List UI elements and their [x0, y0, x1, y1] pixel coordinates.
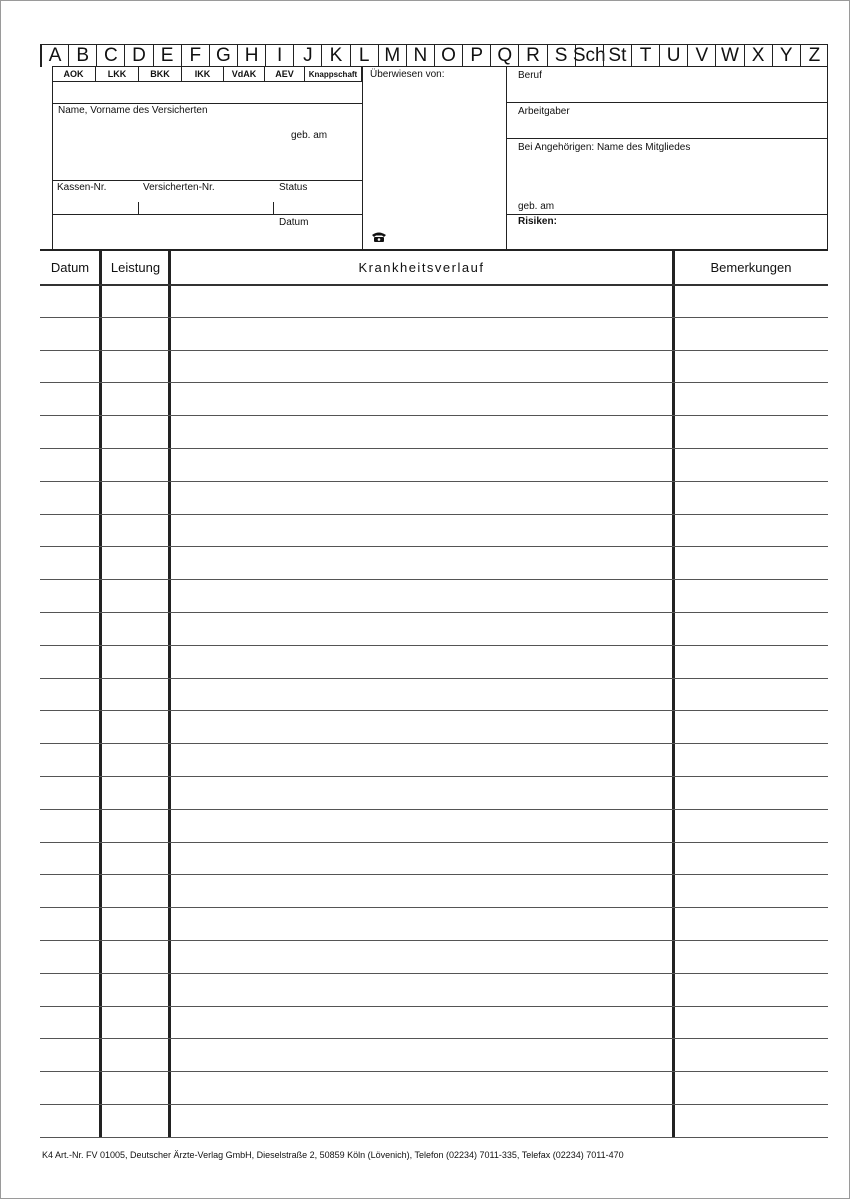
tab-o[interactable] — [434, 45, 462, 67]
tab-label: W — [720, 45, 739, 66]
table-row-line — [40, 284, 828, 286]
col-header-leistung: Leistung — [110, 260, 161, 275]
insurer-knappschaft[interactable]: Knappschaft — [305, 67, 362, 81]
name-label: Name, Vorname des Versicherten — [58, 105, 208, 116]
table-row-line — [40, 907, 828, 908]
table-row-line — [40, 415, 828, 416]
tab-n[interactable] — [406, 45, 434, 67]
tab-label: H — [244, 45, 259, 66]
insurer-row-bottom — [52, 81, 362, 82]
table-row-line — [40, 382, 828, 383]
tab-c[interactable] — [96, 45, 124, 67]
tab-label: X — [751, 45, 765, 66]
referral-label: Überwiesen von: — [370, 69, 445, 80]
col-divider-verlauf — [672, 251, 675, 1138]
tab-b[interactable] — [68, 45, 96, 67]
tab-label: N — [413, 45, 428, 66]
col-header-krankheitsverlauf: Krankheitsverlauf — [358, 260, 485, 275]
tab-x[interactable] — [744, 45, 772, 67]
tab-m[interactable] — [378, 45, 406, 67]
tab-label: J — [303, 45, 313, 66]
header-right-line — [827, 44, 828, 249]
col-header-bemerkungen: Bemerkungen — [710, 260, 792, 275]
tab-label: Sch — [572, 45, 606, 66]
status-label: Status — [279, 182, 308, 193]
employer-bottom-line — [506, 138, 827, 139]
risks-top-line — [506, 214, 827, 215]
tab-a[interactable] — [40, 45, 68, 67]
table-row-line — [40, 514, 828, 515]
table-row-line — [40, 743, 828, 744]
table-row-line — [40, 940, 828, 941]
table-row-line — [40, 710, 828, 711]
table-row-line — [40, 1137, 828, 1138]
footer-imprint: K4 Art.-Nr. FV 01005, Deutscher Ärzte-Verlag GmbH, Dieselstraße 2, 50859 Köln (Lövenich), Telefon (02234) 7011-335, Telefax (02234) 7011-470 — [42, 1150, 624, 1160]
tab-j[interactable] — [293, 45, 321, 67]
tab-st[interactable] — [603, 45, 631, 67]
occupation-label: Beruf — [518, 70, 542, 81]
tab-q[interactable] — [490, 45, 518, 67]
header-bottom-rule — [40, 249, 828, 251]
tab-label: M — [384, 45, 401, 66]
tab-p[interactable] — [462, 45, 490, 67]
tab-label: V — [695, 45, 709, 66]
tab-w[interactable] — [715, 45, 743, 67]
tab-label: L — [358, 45, 370, 66]
col-header-datum: Datum — [50, 260, 90, 275]
telephone-icon — [371, 230, 387, 248]
table-row-line — [40, 1006, 828, 1007]
insurer-aev[interactable]: AEV — [265, 67, 305, 81]
table-row-line — [40, 579, 828, 580]
tab-t[interactable] — [631, 45, 659, 67]
table-row-line — [40, 546, 828, 547]
tab-e[interactable] — [153, 45, 181, 67]
tab-y[interactable] — [772, 45, 800, 67]
tab-label: G — [216, 45, 231, 66]
insurer-ikk[interactable]: IKK — [182, 67, 224, 81]
insurer-vdak[interactable]: VdAK — [224, 67, 265, 81]
tab-g[interactable] — [209, 45, 237, 67]
birth-label: geb. am — [291, 130, 328, 141]
relatives-label: Bei Angehörigen: Name des Mitgliedes — [518, 142, 691, 153]
tab-label: I — [277, 45, 283, 66]
tab-r[interactable] — [518, 45, 546, 67]
table-row-line — [40, 317, 828, 318]
relatives-birth-label: geb. am — [518, 201, 555, 212]
referral-right-line — [506, 66, 507, 249]
tab-k[interactable] — [321, 45, 349, 67]
table-row-line — [40, 842, 828, 843]
table-row-line — [40, 612, 828, 613]
tab-label: B — [76, 45, 90, 66]
fund-no-label: Kassen-Nr. — [57, 182, 107, 193]
table-row-line — [40, 1104, 828, 1105]
col-divider-leistung — [168, 251, 171, 1138]
tab-sch[interactable] — [572, 45, 606, 67]
tab-label: R — [526, 45, 540, 66]
tab-label: U — [666, 45, 681, 66]
tab-label: T — [639, 45, 652, 66]
risks-label: Risiken: — [518, 216, 557, 227]
referral-left-line — [362, 66, 363, 249]
table-row-line — [40, 350, 828, 351]
tab-label: S — [554, 45, 568, 66]
date-label: Datum — [279, 217, 309, 228]
employer-label: Arbeitgaber — [518, 106, 570, 117]
tab-h[interactable] — [237, 45, 265, 67]
tab-label: Z — [808, 45, 821, 66]
insurer-bkk[interactable]: BKK — [139, 67, 182, 81]
tab-i[interactable] — [265, 45, 293, 67]
table-row-line — [40, 874, 828, 875]
tab-l[interactable] — [350, 45, 378, 67]
tab-label: K — [329, 45, 343, 66]
table-row-line — [40, 973, 828, 974]
ids-top-line — [52, 180, 362, 181]
table-row-line — [40, 1071, 828, 1072]
tab-z[interactable] — [800, 45, 828, 67]
insured-no-label: Versicherten-Nr. — [143, 182, 215, 193]
tab-label: A — [48, 45, 62, 66]
table-row-line — [40, 448, 828, 449]
table-row-line — [40, 809, 828, 810]
header-left-line — [52, 66, 53, 249]
tab-label: O — [441, 45, 456, 66]
name-top-line — [52, 103, 362, 104]
table-row-line — [40, 776, 828, 777]
tab-label: Q — [497, 45, 513, 66]
tab-f[interactable] — [181, 45, 209, 67]
alphabet-tab-strip — [40, 44, 828, 67]
tab-label: F — [189, 45, 202, 66]
insurer-lkk[interactable]: LKK — [96, 67, 139, 81]
table-row-line — [40, 678, 828, 679]
tab-label: Y — [779, 45, 793, 66]
occupation-bottom-line — [506, 102, 827, 103]
col-divider-datum — [99, 251, 102, 1138]
tab-v[interactable] — [687, 45, 715, 67]
tab-label: C — [103, 45, 118, 66]
tab-s[interactable] — [547, 45, 575, 67]
tab-label: D — [132, 45, 146, 66]
ids-bottom-line — [52, 214, 362, 215]
tab-d[interactable] — [124, 45, 152, 67]
tab-label: P — [470, 45, 484, 66]
table-row-line — [40, 481, 828, 482]
tab-label: E — [160, 45, 174, 66]
tab-label: St — [608, 45, 627, 66]
table-row-line — [40, 645, 828, 646]
table-row-line — [40, 1038, 828, 1039]
tab-u[interactable] — [659, 45, 687, 67]
insurer-aok[interactable]: AOK — [52, 67, 96, 81]
